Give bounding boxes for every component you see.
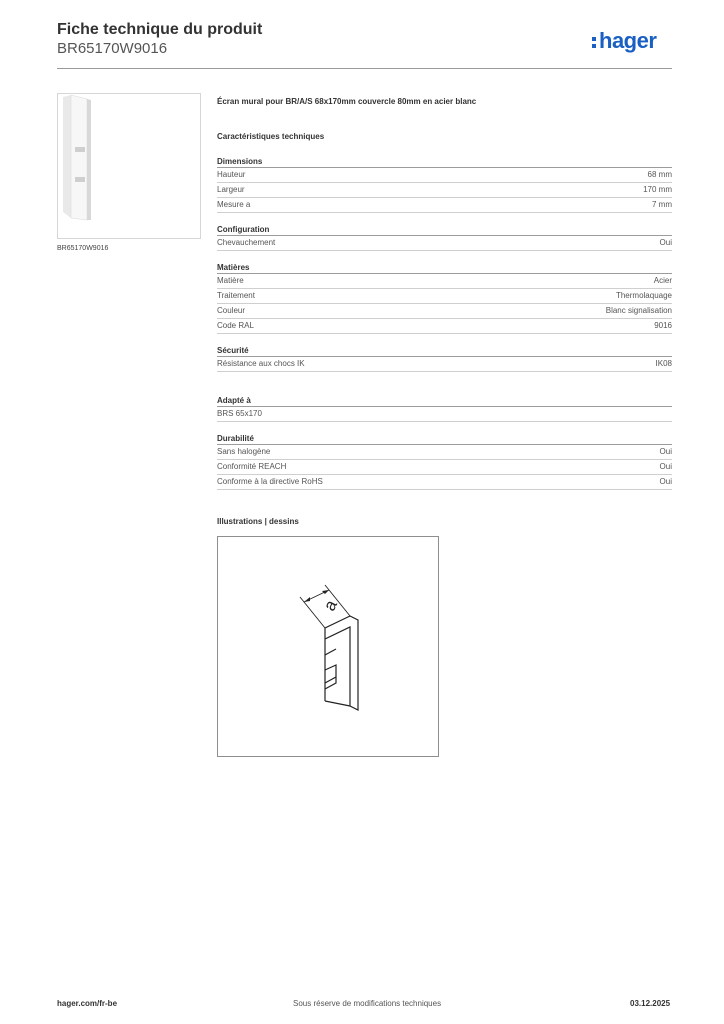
spec-group-configuration [217, 224, 672, 251]
spec-row [217, 236, 672, 251]
spec-label: Conformité REACH [217, 462, 287, 471]
product-image-caption: BR65170W9016 [57, 245, 109, 252]
spec-label: Couleur [217, 306, 246, 315]
spec-row [217, 183, 672, 198]
spec-row [217, 289, 672, 304]
spec-value: 7 mm [652, 200, 672, 209]
spec-value: Oui [659, 238, 672, 247]
spec-label: Largeur [217, 185, 245, 194]
spec-value: Oui [659, 447, 672, 456]
page-title: Fiche technique du produit [57, 21, 263, 38]
spec-label: BRS 65x170 [217, 409, 262, 418]
specs-heading: Caractéristiques techniques [217, 132, 325, 141]
illustrations-heading: Illustrations | dessins [217, 517, 299, 526]
spec-group-dimensions [217, 156, 672, 213]
spec-group-sustainability [217, 433, 672, 490]
illustration-drawing [217, 536, 439, 757]
spec-row [217, 198, 672, 213]
header-divider [57, 68, 672, 69]
spec-label: Traitement [217, 291, 255, 300]
spec-label: Résistance aux chocs IK [217, 359, 305, 368]
spec-row [217, 168, 672, 183]
spec-group-title: Configuration [217, 224, 672, 236]
hager-logo [591, 28, 675, 56]
spec-group-compatible [217, 395, 672, 422]
spec-label: Hauteur [217, 170, 246, 179]
spec-group-title: Durabilité [217, 433, 672, 445]
spec-group-materials [217, 262, 672, 334]
product-reference: BR65170W9016 [57, 40, 168, 57]
dimension-label-a: a [319, 596, 341, 614]
spec-row [217, 274, 672, 289]
footer-website: hager.com/fr-be [57, 999, 118, 1008]
spec-value: Oui [659, 477, 672, 486]
spec-group-title: Dimensions [217, 156, 672, 168]
product-image [57, 93, 201, 239]
spec-value: Acier [653, 276, 672, 285]
spec-group-title: Matières [217, 262, 672, 274]
spec-row [217, 460, 672, 475]
footer-notice: Sous réserve de modifications techniques [293, 999, 442, 1008]
spec-group-title: Sécurité [217, 345, 672, 357]
svg-text:hager: hager [599, 28, 657, 53]
spec-row [217, 445, 672, 460]
spec-row [217, 407, 672, 422]
spec-value: 9016 [654, 321, 672, 330]
specs-column [217, 96, 672, 490]
spec-label: Conforme à la directive RoHS [217, 477, 323, 486]
spec-row [217, 475, 672, 490]
spec-label: Sans halogène [217, 447, 271, 456]
spec-row [217, 319, 672, 334]
spec-label: Matière [217, 276, 244, 285]
spec-label: Code RAL [217, 321, 254, 330]
spec-label: Chevauchement [217, 238, 276, 247]
spec-group-safety [217, 345, 672, 372]
spec-group-title: Adapté à [217, 395, 672, 407]
product-description: Écran mural pour BR/A/S 68x170mm couvercle 80mm en acier blanc [217, 97, 477, 106]
spec-row [217, 304, 672, 319]
spec-value: 170 mm [643, 185, 672, 194]
footer-date: 03.12.2025 [630, 999, 671, 1008]
spec-value: IK08 [655, 359, 672, 368]
spec-row [217, 357, 672, 372]
spec-value: Oui [659, 462, 672, 471]
spec-value: Blanc signalisation [605, 306, 672, 315]
spec-value: Thermolaquage [615, 291, 672, 300]
spec-label: Mesure a [217, 200, 251, 209]
spec-value: 68 mm [647, 170, 672, 179]
